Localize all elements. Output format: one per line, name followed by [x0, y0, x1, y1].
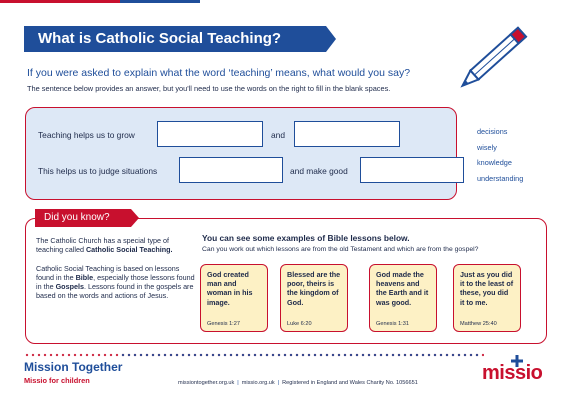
footer-link-missio[interactable]: missio.org.uk: [241, 380, 275, 386]
footer-links: missiontogether.org.uk | missio.org.uk | Registered in England and Wales Charity No. 1056651: [178, 380, 418, 386]
pencil-icon: [450, 16, 530, 106]
lesson-card-ref: Luke 6:20: [287, 321, 312, 327]
lesson-card-ref: Matthew 25:40: [460, 321, 497, 327]
paragraph-2: Catholic Social Teaching is based on lessons found in the Bible, especially those lessons found in the Gospels. Lessons found in the gospels are based on the words and actions of Jesus.: [36, 263, 195, 301]
lesson-card-ref: Genesis 1:27: [207, 321, 240, 327]
footer-link-missiontogether[interactable]: missiontogether.org.uk: [178, 380, 235, 386]
word-bank: [477, 124, 547, 186]
footer-dot-divider: [120, 353, 480, 357]
lesson-card: [453, 264, 521, 332]
lesson-card-text: Blessed are the poor, theirs is the kingdom of God.: [287, 270, 341, 307]
page-title: What is Catholic Social Teaching?: [24, 26, 326, 52]
corner-stripe-blue: [120, 0, 200, 3]
blank-4[interactable]: [360, 157, 464, 183]
blank-3[interactable]: [179, 157, 283, 183]
blank-1[interactable]: [157, 121, 263, 147]
sentence-2-start: This helps us to judge situations: [38, 166, 158, 176]
paragraph-1: The Catholic Church has a special type of teaching called Catholic Social Teaching.: [36, 236, 173, 255]
word-bank-item[interactable]: understanding: [477, 173, 524, 183]
word-bank-item[interactable]: decisions: [477, 127, 508, 136]
sentence-2-mid: and make good: [290, 166, 348, 176]
brand-name: Mission Together: [24, 360, 123, 374]
word-bank-item[interactable]: wisely: [477, 142, 497, 152]
charity-number: Registered in England and Wales Charity No. 1056651: [282, 380, 418, 386]
lesson-card-text: God made the heavens and the Earth and it was good.: [376, 270, 429, 307]
did-you-know-tab: Did you know?: [35, 209, 131, 227]
brand-tagline: Missio for children: [24, 376, 90, 385]
lesson-card: [369, 264, 437, 332]
examples-subheading: Can you work out which lessons are from the old Testament and which are from the gospel?: [202, 246, 479, 253]
blank-2[interactable]: [294, 121, 400, 147]
question-text: If you were asked to explain what the word ‘teaching’ means, what would you say?: [27, 67, 411, 79]
lesson-card-text: God created man and woman in his image.: [207, 270, 253, 307]
lesson-card-text: Just as you did it to the least of these, you did it to me.: [460, 270, 514, 307]
sentence-1-mid: and: [271, 130, 285, 140]
word-bank-item[interactable]: knowledge: [477, 158, 512, 167]
instructions-text: The sentence below provides an answer, but you'll need to use the words on the right to fill in the blank spaces.: [27, 84, 391, 93]
lesson-card: [200, 264, 268, 332]
lesson-card-ref: Genesis 1:31: [376, 321, 409, 327]
did-you-know-text: [36, 236, 196, 310]
examples-heading: You can see some examples of Bible lessons below.: [202, 233, 410, 243]
corner-stripe-red: [0, 0, 120, 3]
lesson-card: [280, 264, 348, 332]
sentence-1-start: Teaching helps us to grow: [38, 130, 135, 140]
missio-logo: missio: [482, 362, 543, 384]
